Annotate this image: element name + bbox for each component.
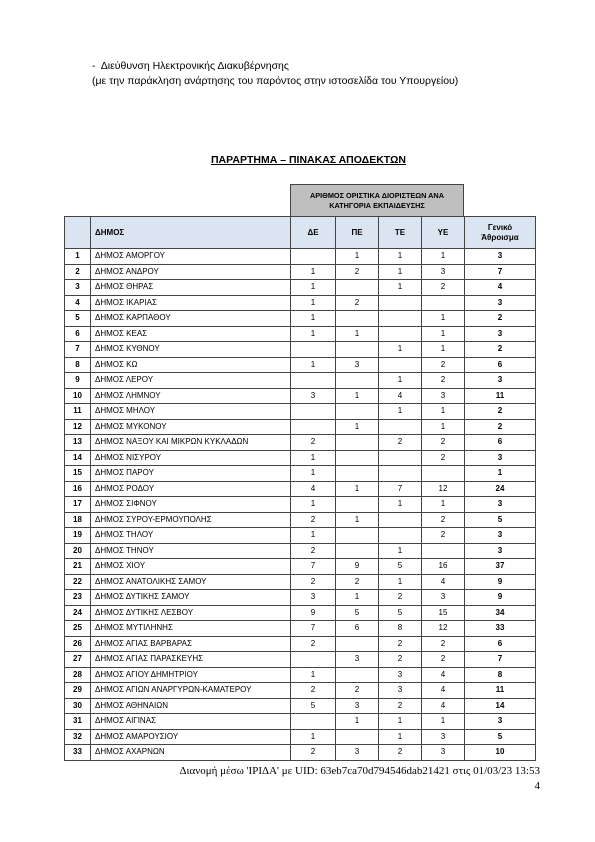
te-cell: 5 bbox=[379, 559, 422, 575]
de-cell: 2 bbox=[291, 683, 336, 699]
municipality-cell: ΔΗΜΟΣ ΝΙΣΥΡΟΥ bbox=[91, 450, 291, 466]
recipients-table bbox=[64, 216, 536, 761]
te-cell: 2 bbox=[379, 636, 422, 652]
total-cell: 24 bbox=[465, 481, 536, 497]
table-row bbox=[65, 745, 536, 761]
table-row bbox=[65, 280, 536, 296]
table-row bbox=[65, 249, 536, 265]
header-te: ΤΕ bbox=[379, 217, 422, 249]
row-number-cell: 26 bbox=[65, 636, 91, 652]
te-cell: 2 bbox=[379, 652, 422, 668]
de-cell: 3 bbox=[291, 388, 336, 404]
ye-cell: 2 bbox=[422, 435, 465, 451]
pe-cell bbox=[336, 528, 379, 544]
row-number-cell: 27 bbox=[65, 652, 91, 668]
te-cell: 8 bbox=[379, 621, 422, 637]
ye-cell bbox=[422, 466, 465, 482]
municipality-cell: ΔΗΜΟΣ ΛΕΡΟΥ bbox=[91, 373, 291, 389]
table-row bbox=[65, 667, 536, 683]
ye-cell: 16 bbox=[422, 559, 465, 575]
te-cell bbox=[379, 466, 422, 482]
pe-cell bbox=[336, 497, 379, 513]
table-row bbox=[65, 698, 536, 714]
table-row bbox=[65, 342, 536, 358]
header-pe: ΠΕ bbox=[336, 217, 379, 249]
municipality-cell: ΔΗΜΟΣ ΛΗΜΝΟΥ bbox=[91, 388, 291, 404]
te-cell: 2 bbox=[379, 698, 422, 714]
te-cell: 1 bbox=[379, 280, 422, 296]
de-cell bbox=[291, 419, 336, 435]
header-grand-total: Γενικό Άθροισμα bbox=[465, 217, 536, 249]
municipality-cell: ΔΗΜΟΣ ΚΥΘΝΟΥ bbox=[91, 342, 291, 358]
ye-cell: 1 bbox=[422, 326, 465, 342]
ye-cell: 2 bbox=[422, 280, 465, 296]
table-row bbox=[65, 729, 536, 745]
total-cell: 3 bbox=[465, 295, 536, 311]
table-row bbox=[65, 714, 536, 730]
row-number-cell: 22 bbox=[65, 574, 91, 590]
pe-cell: 5 bbox=[336, 605, 379, 621]
te-cell: 1 bbox=[379, 249, 422, 265]
total-cell: 8 bbox=[465, 667, 536, 683]
te-cell bbox=[379, 326, 422, 342]
total-cell: 4 bbox=[465, 280, 536, 296]
total-cell: 2 bbox=[465, 311, 536, 327]
municipality-cell: ΔΗΜΟΣ ΣΥΡΟΥ-ΕΡΜΟΥΠΟΛΗΣ bbox=[91, 512, 291, 528]
de-cell: 2 bbox=[291, 574, 336, 590]
municipality-cell: ΔΗΜΟΣ ΑΓΙΟΥ ΔΗΜΗΤΡΙΟΥ bbox=[91, 667, 291, 683]
ye-cell: 1 bbox=[422, 249, 465, 265]
pe-cell: 3 bbox=[336, 745, 379, 761]
pe-cell bbox=[336, 450, 379, 466]
pe-cell: 2 bbox=[336, 574, 379, 590]
row-number-cell: 18 bbox=[65, 512, 91, 528]
row-number-cell: 20 bbox=[65, 543, 91, 559]
de-cell bbox=[291, 714, 336, 730]
te-cell: 3 bbox=[379, 667, 422, 683]
page-number: 4 bbox=[534, 780, 540, 792]
te-cell: 5 bbox=[379, 605, 422, 621]
total-cell: 6 bbox=[465, 636, 536, 652]
total-cell: 9 bbox=[465, 590, 536, 606]
pe-cell: 3 bbox=[336, 698, 379, 714]
row-number-cell: 3 bbox=[65, 280, 91, 296]
header-ye: ΥΕ bbox=[422, 217, 465, 249]
te-cell: 1 bbox=[379, 404, 422, 420]
pe-cell bbox=[336, 373, 379, 389]
row-number-cell: 1 bbox=[65, 249, 91, 265]
ye-cell: 2 bbox=[422, 512, 465, 528]
total-cell: 11 bbox=[465, 388, 536, 404]
te-cell bbox=[379, 528, 422, 544]
te-cell: 4 bbox=[379, 388, 422, 404]
table-header-row bbox=[65, 217, 536, 249]
de-cell: 1 bbox=[291, 280, 336, 296]
te-cell: 7 bbox=[379, 481, 422, 497]
de-cell: 9 bbox=[291, 605, 336, 621]
de-cell bbox=[291, 249, 336, 265]
row-number-cell: 17 bbox=[65, 497, 91, 513]
table-row bbox=[65, 621, 536, 637]
header-de: ΔΕ bbox=[291, 217, 336, 249]
te-cell bbox=[379, 295, 422, 311]
ye-cell: 1 bbox=[422, 404, 465, 420]
table-row bbox=[65, 450, 536, 466]
ye-cell: 1 bbox=[422, 714, 465, 730]
total-cell: 11 bbox=[465, 683, 536, 699]
row-number-cell: 5 bbox=[65, 311, 91, 327]
te-cell: 1 bbox=[379, 497, 422, 513]
municipality-cell: ΔΗΜΟΣ ΑΓΙΑΣ ΒΑΡΒΑΡΑΣ bbox=[91, 636, 291, 652]
municipality-cell: ΔΗΜΟΣ ΤΗΛΟΥ bbox=[91, 528, 291, 544]
municipality-cell: ΔΗΜΟΣ ΝΑΞΟΥ ΚΑΙ ΜΙΚΡΩΝ ΚΥΚΛΑΔΩΝ bbox=[91, 435, 291, 451]
ye-cell: 1 bbox=[422, 311, 465, 327]
municipality-cell: ΔΗΜΟΣ ΑΓΙΩΝ ΑΝΑΡΓΥΡΩΝ-ΚΑΜΑΤΕΡΟΥ bbox=[91, 683, 291, 699]
row-number-cell: 9 bbox=[65, 373, 91, 389]
de-cell: 1 bbox=[291, 466, 336, 482]
municipality-cell: ΔΗΜΟΣ ΑΓΙΑΣ ΠΑΡΑΣΚΕΥΗΣ bbox=[91, 652, 291, 668]
row-number-cell: 6 bbox=[65, 326, 91, 342]
row-number-cell: 13 bbox=[65, 435, 91, 451]
de-cell: 2 bbox=[291, 512, 336, 528]
table-row bbox=[65, 419, 536, 435]
de-cell: 1 bbox=[291, 450, 336, 466]
total-cell: 33 bbox=[465, 621, 536, 637]
ye-cell: 4 bbox=[422, 698, 465, 714]
ye-cell: 2 bbox=[422, 528, 465, 544]
municipality-cell: ΔΗΜΟΣ ΙΚΑΡΙΑΣ bbox=[91, 295, 291, 311]
recipient-line: - Διεύθυνση Ηλεκτρονικής Διακυβέρνησης bbox=[92, 60, 289, 72]
total-cell: 3 bbox=[465, 543, 536, 559]
ye-cell: 4 bbox=[422, 667, 465, 683]
total-cell: 7 bbox=[465, 652, 536, 668]
de-cell: 1 bbox=[291, 295, 336, 311]
de-cell: 2 bbox=[291, 636, 336, 652]
table-row bbox=[65, 605, 536, 621]
table-body bbox=[65, 249, 536, 761]
municipality-cell: ΔΗΜΟΣ ΠΑΡΟΥ bbox=[91, 466, 291, 482]
pe-cell: 2 bbox=[336, 295, 379, 311]
total-cell: 9 bbox=[465, 574, 536, 590]
ye-cell: 4 bbox=[422, 574, 465, 590]
total-cell: 14 bbox=[465, 698, 536, 714]
ye-cell: 2 bbox=[422, 450, 465, 466]
total-cell: 2 bbox=[465, 404, 536, 420]
municipality-cell: ΔΗΜΟΣ ΑΧΑΡΝΩΝ bbox=[91, 745, 291, 761]
municipality-cell: ΔΗΜΟΣ ΑΜΑΡΟΥΣΙΟΥ bbox=[91, 729, 291, 745]
row-number-cell: 4 bbox=[65, 295, 91, 311]
municipality-cell: ΔΗΜΟΣ ΑΝΑΤΟΛΙΚΗΣ ΣΑΜΟΥ bbox=[91, 574, 291, 590]
te-cell: 2 bbox=[379, 590, 422, 606]
municipality-cell: ΔΗΜΟΣ ΑΙΓΙΝΑΣ bbox=[91, 714, 291, 730]
total-cell: 3 bbox=[465, 450, 536, 466]
table-row bbox=[65, 295, 536, 311]
header-number bbox=[65, 217, 91, 249]
total-cell: 2 bbox=[465, 342, 536, 358]
total-cell: 3 bbox=[465, 249, 536, 265]
municipality-cell: ΔΗΜΟΣ ΧΙΟΥ bbox=[91, 559, 291, 575]
de-cell: 1 bbox=[291, 528, 336, 544]
de-cell: 7 bbox=[291, 621, 336, 637]
pe-cell: 1 bbox=[336, 714, 379, 730]
row-number-cell: 32 bbox=[65, 729, 91, 745]
de-cell: 2 bbox=[291, 745, 336, 761]
row-number-cell: 7 bbox=[65, 342, 91, 358]
pe-cell: 1 bbox=[336, 326, 379, 342]
pe-cell: 1 bbox=[336, 590, 379, 606]
row-number-cell: 24 bbox=[65, 605, 91, 621]
ye-cell: 1 bbox=[422, 342, 465, 358]
row-number-cell: 8 bbox=[65, 357, 91, 373]
municipality-cell: ΔΗΜΟΣ ΑΘΗΝΑΙΩΝ bbox=[91, 698, 291, 714]
pe-cell bbox=[336, 667, 379, 683]
ye-cell: 2 bbox=[422, 357, 465, 373]
total-cell: 3 bbox=[465, 326, 536, 342]
municipality-cell: ΔΗΜΟΣ ΚΕΑΣ bbox=[91, 326, 291, 342]
de-cell bbox=[291, 404, 336, 420]
table-row bbox=[65, 264, 536, 280]
table-row bbox=[65, 373, 536, 389]
table-row bbox=[65, 683, 536, 699]
pe-cell: 3 bbox=[336, 357, 379, 373]
ye-cell: 12 bbox=[422, 621, 465, 637]
de-cell: 7 bbox=[291, 559, 336, 575]
municipality-cell: ΔΗΜΟΣ ΘΗΡΑΣ bbox=[91, 280, 291, 296]
ye-cell: 3 bbox=[422, 729, 465, 745]
municipality-cell: ΔΗΜΟΣ ΣΙΦΝΟΥ bbox=[91, 497, 291, 513]
te-cell: 3 bbox=[379, 683, 422, 699]
total-cell: 1 bbox=[465, 466, 536, 482]
municipality-cell: ΔΗΜΟΣ ΜΗΛΟΥ bbox=[91, 404, 291, 420]
total-cell: 6 bbox=[465, 435, 536, 451]
total-cell: 7 bbox=[465, 264, 536, 280]
te-cell: 1 bbox=[379, 729, 422, 745]
table-row bbox=[65, 497, 536, 513]
de-cell: 5 bbox=[291, 698, 336, 714]
row-number-cell: 21 bbox=[65, 559, 91, 575]
municipality-cell: ΔΗΜΟΣ ΑΝΔΡΟΥ bbox=[91, 264, 291, 280]
municipality-cell: ΔΗΜΟΣ ΜΥΚΟΝΟΥ bbox=[91, 419, 291, 435]
total-cell: 2 bbox=[465, 419, 536, 435]
ye-cell: 3 bbox=[422, 388, 465, 404]
pe-cell bbox=[336, 311, 379, 327]
table-row bbox=[65, 574, 536, 590]
municipality-cell: ΔΗΜΟΣ ΚΑΡΠΑΘΟΥ bbox=[91, 311, 291, 327]
table-row bbox=[65, 466, 536, 482]
te-cell: 1 bbox=[379, 714, 422, 730]
total-cell: 6 bbox=[465, 357, 536, 373]
de-cell: 4 bbox=[291, 481, 336, 497]
ye-cell bbox=[422, 543, 465, 559]
pe-cell bbox=[336, 280, 379, 296]
table-row bbox=[65, 311, 536, 327]
de-cell: 2 bbox=[291, 435, 336, 451]
pe-cell: 6 bbox=[336, 621, 379, 637]
row-number-cell: 31 bbox=[65, 714, 91, 730]
de-cell: 1 bbox=[291, 729, 336, 745]
pe-cell: 1 bbox=[336, 249, 379, 265]
row-number-cell: 30 bbox=[65, 698, 91, 714]
de-cell bbox=[291, 652, 336, 668]
pe-cell bbox=[336, 404, 379, 420]
posting-request-note: (με την παράκληση ανάρτησης του παρόντος στην ιστοσελίδα του Υπουργείου) bbox=[92, 75, 459, 87]
total-cell: 5 bbox=[465, 512, 536, 528]
pe-cell bbox=[336, 435, 379, 451]
te-cell: 1 bbox=[379, 342, 422, 358]
table-row bbox=[65, 435, 536, 451]
table-row bbox=[65, 528, 536, 544]
row-number-cell: 16 bbox=[65, 481, 91, 497]
table-row bbox=[65, 388, 536, 404]
pe-cell: 2 bbox=[336, 683, 379, 699]
ye-cell: 4 bbox=[422, 683, 465, 699]
header-municipality: ΔΗΜΟΣ bbox=[91, 217, 291, 249]
municipality-cell: ΔΗΜΟΣ ΡΟΔΟΥ bbox=[91, 481, 291, 497]
table-row bbox=[65, 326, 536, 342]
total-cell: 5 bbox=[465, 729, 536, 745]
category-group-header bbox=[290, 184, 464, 217]
row-number-cell: 12 bbox=[65, 419, 91, 435]
te-cell: 1 bbox=[379, 373, 422, 389]
de-cell: 2 bbox=[291, 543, 336, 559]
de-cell bbox=[291, 373, 336, 389]
total-cell: 3 bbox=[465, 528, 536, 544]
row-number-cell: 19 bbox=[65, 528, 91, 544]
table-row bbox=[65, 636, 536, 652]
pe-cell bbox=[336, 342, 379, 358]
ye-cell bbox=[422, 295, 465, 311]
ye-cell: 1 bbox=[422, 497, 465, 513]
municipality-cell: ΔΗΜΟΣ ΔΥΤΙΚΗΣ ΣΑΜΟΥ bbox=[91, 590, 291, 606]
ye-cell: 2 bbox=[422, 373, 465, 389]
row-number-cell: 33 bbox=[65, 745, 91, 761]
row-number-cell: 10 bbox=[65, 388, 91, 404]
pe-cell bbox=[336, 466, 379, 482]
de-cell: 1 bbox=[291, 311, 336, 327]
pe-cell: 3 bbox=[336, 652, 379, 668]
te-cell: 1 bbox=[379, 574, 422, 590]
ye-cell: 12 bbox=[422, 481, 465, 497]
ye-cell: 2 bbox=[422, 636, 465, 652]
row-number-cell: 15 bbox=[65, 466, 91, 482]
table-row bbox=[65, 652, 536, 668]
annex-title: ΠΑΡΑΡΤΗΜΑ – ΠΙΝΑΚΑΣ ΑΠΟΔΕΚΤΩΝ bbox=[210, 154, 407, 166]
municipality-cell: ΔΗΜΟΣ ΑΜΟΡΓΟΥ bbox=[91, 249, 291, 265]
table-row bbox=[65, 481, 536, 497]
total-cell: 3 bbox=[465, 373, 536, 389]
te-cell: 2 bbox=[379, 745, 422, 761]
ye-cell: 3 bbox=[422, 745, 465, 761]
de-cell: 1 bbox=[291, 497, 336, 513]
table-row bbox=[65, 404, 536, 420]
municipality-cell: ΔΗΜΟΣ ΔΥΤΙΚΗΣ ΛΕΣΒΟΥ bbox=[91, 605, 291, 621]
row-number-cell: 25 bbox=[65, 621, 91, 637]
municipality-cell: ΔΗΜΟΣ ΚΩ bbox=[91, 357, 291, 373]
ye-cell: 15 bbox=[422, 605, 465, 621]
row-number-cell: 2 bbox=[65, 264, 91, 280]
pe-cell: 1 bbox=[336, 512, 379, 528]
table-row bbox=[65, 543, 536, 559]
municipality-cell: ΔΗΜΟΣ ΤΗΝΟΥ bbox=[91, 543, 291, 559]
table-row bbox=[65, 559, 536, 575]
te-cell bbox=[379, 311, 422, 327]
pe-cell: 2 bbox=[336, 264, 379, 280]
ye-cell: 1 bbox=[422, 419, 465, 435]
category-group-header-label: ΑΡΙΘΜΟΣ ΟΡΙΣΤΙΚΑ ΔΙΟΡΙΣΤΕΩΝ ΑΝΑ ΚΑΤΗΓΟΡΙΑ ΕΚΠΑΙΔΕΥΣΗΣ bbox=[310, 190, 444, 210]
de-cell: 1 bbox=[291, 264, 336, 280]
ye-cell: 2 bbox=[422, 652, 465, 668]
distribution-footer: Διανομή μέσω 'ΙΡΙΔΑ' με UID: 63eb7ca70d794546dab21421 στις 01/03/23 13:53 bbox=[179, 765, 540, 777]
de-cell bbox=[291, 342, 336, 358]
pe-cell: 1 bbox=[336, 481, 379, 497]
total-cell: 34 bbox=[465, 605, 536, 621]
de-cell: 3 bbox=[291, 590, 336, 606]
row-number-cell: 14 bbox=[65, 450, 91, 466]
total-cell: 10 bbox=[465, 745, 536, 761]
table-row bbox=[65, 590, 536, 606]
pe-cell: 9 bbox=[336, 559, 379, 575]
de-cell: 1 bbox=[291, 326, 336, 342]
pe-cell: 1 bbox=[336, 419, 379, 435]
te-cell bbox=[379, 450, 422, 466]
te-cell bbox=[379, 419, 422, 435]
municipality-cell: ΔΗΜΟΣ ΜΥΤΙΛΗΝΗΣ bbox=[91, 621, 291, 637]
pe-cell bbox=[336, 543, 379, 559]
row-number-cell: 23 bbox=[65, 590, 91, 606]
pe-cell bbox=[336, 636, 379, 652]
ye-cell: 3 bbox=[422, 590, 465, 606]
table-row bbox=[65, 357, 536, 373]
de-cell: 1 bbox=[291, 667, 336, 683]
row-number-cell: 28 bbox=[65, 667, 91, 683]
te-cell bbox=[379, 512, 422, 528]
table-row bbox=[65, 512, 536, 528]
te-cell: 1 bbox=[379, 543, 422, 559]
pe-cell: 1 bbox=[336, 388, 379, 404]
pe-cell bbox=[336, 729, 379, 745]
te-cell: 2 bbox=[379, 435, 422, 451]
total-cell: 3 bbox=[465, 714, 536, 730]
total-cell: 3 bbox=[465, 497, 536, 513]
row-number-cell: 29 bbox=[65, 683, 91, 699]
de-cell: 1 bbox=[291, 357, 336, 373]
te-cell bbox=[379, 357, 422, 373]
te-cell: 1 bbox=[379, 264, 422, 280]
total-cell: 37 bbox=[465, 559, 536, 575]
ye-cell: 3 bbox=[422, 264, 465, 280]
row-number-cell: 11 bbox=[65, 404, 91, 420]
